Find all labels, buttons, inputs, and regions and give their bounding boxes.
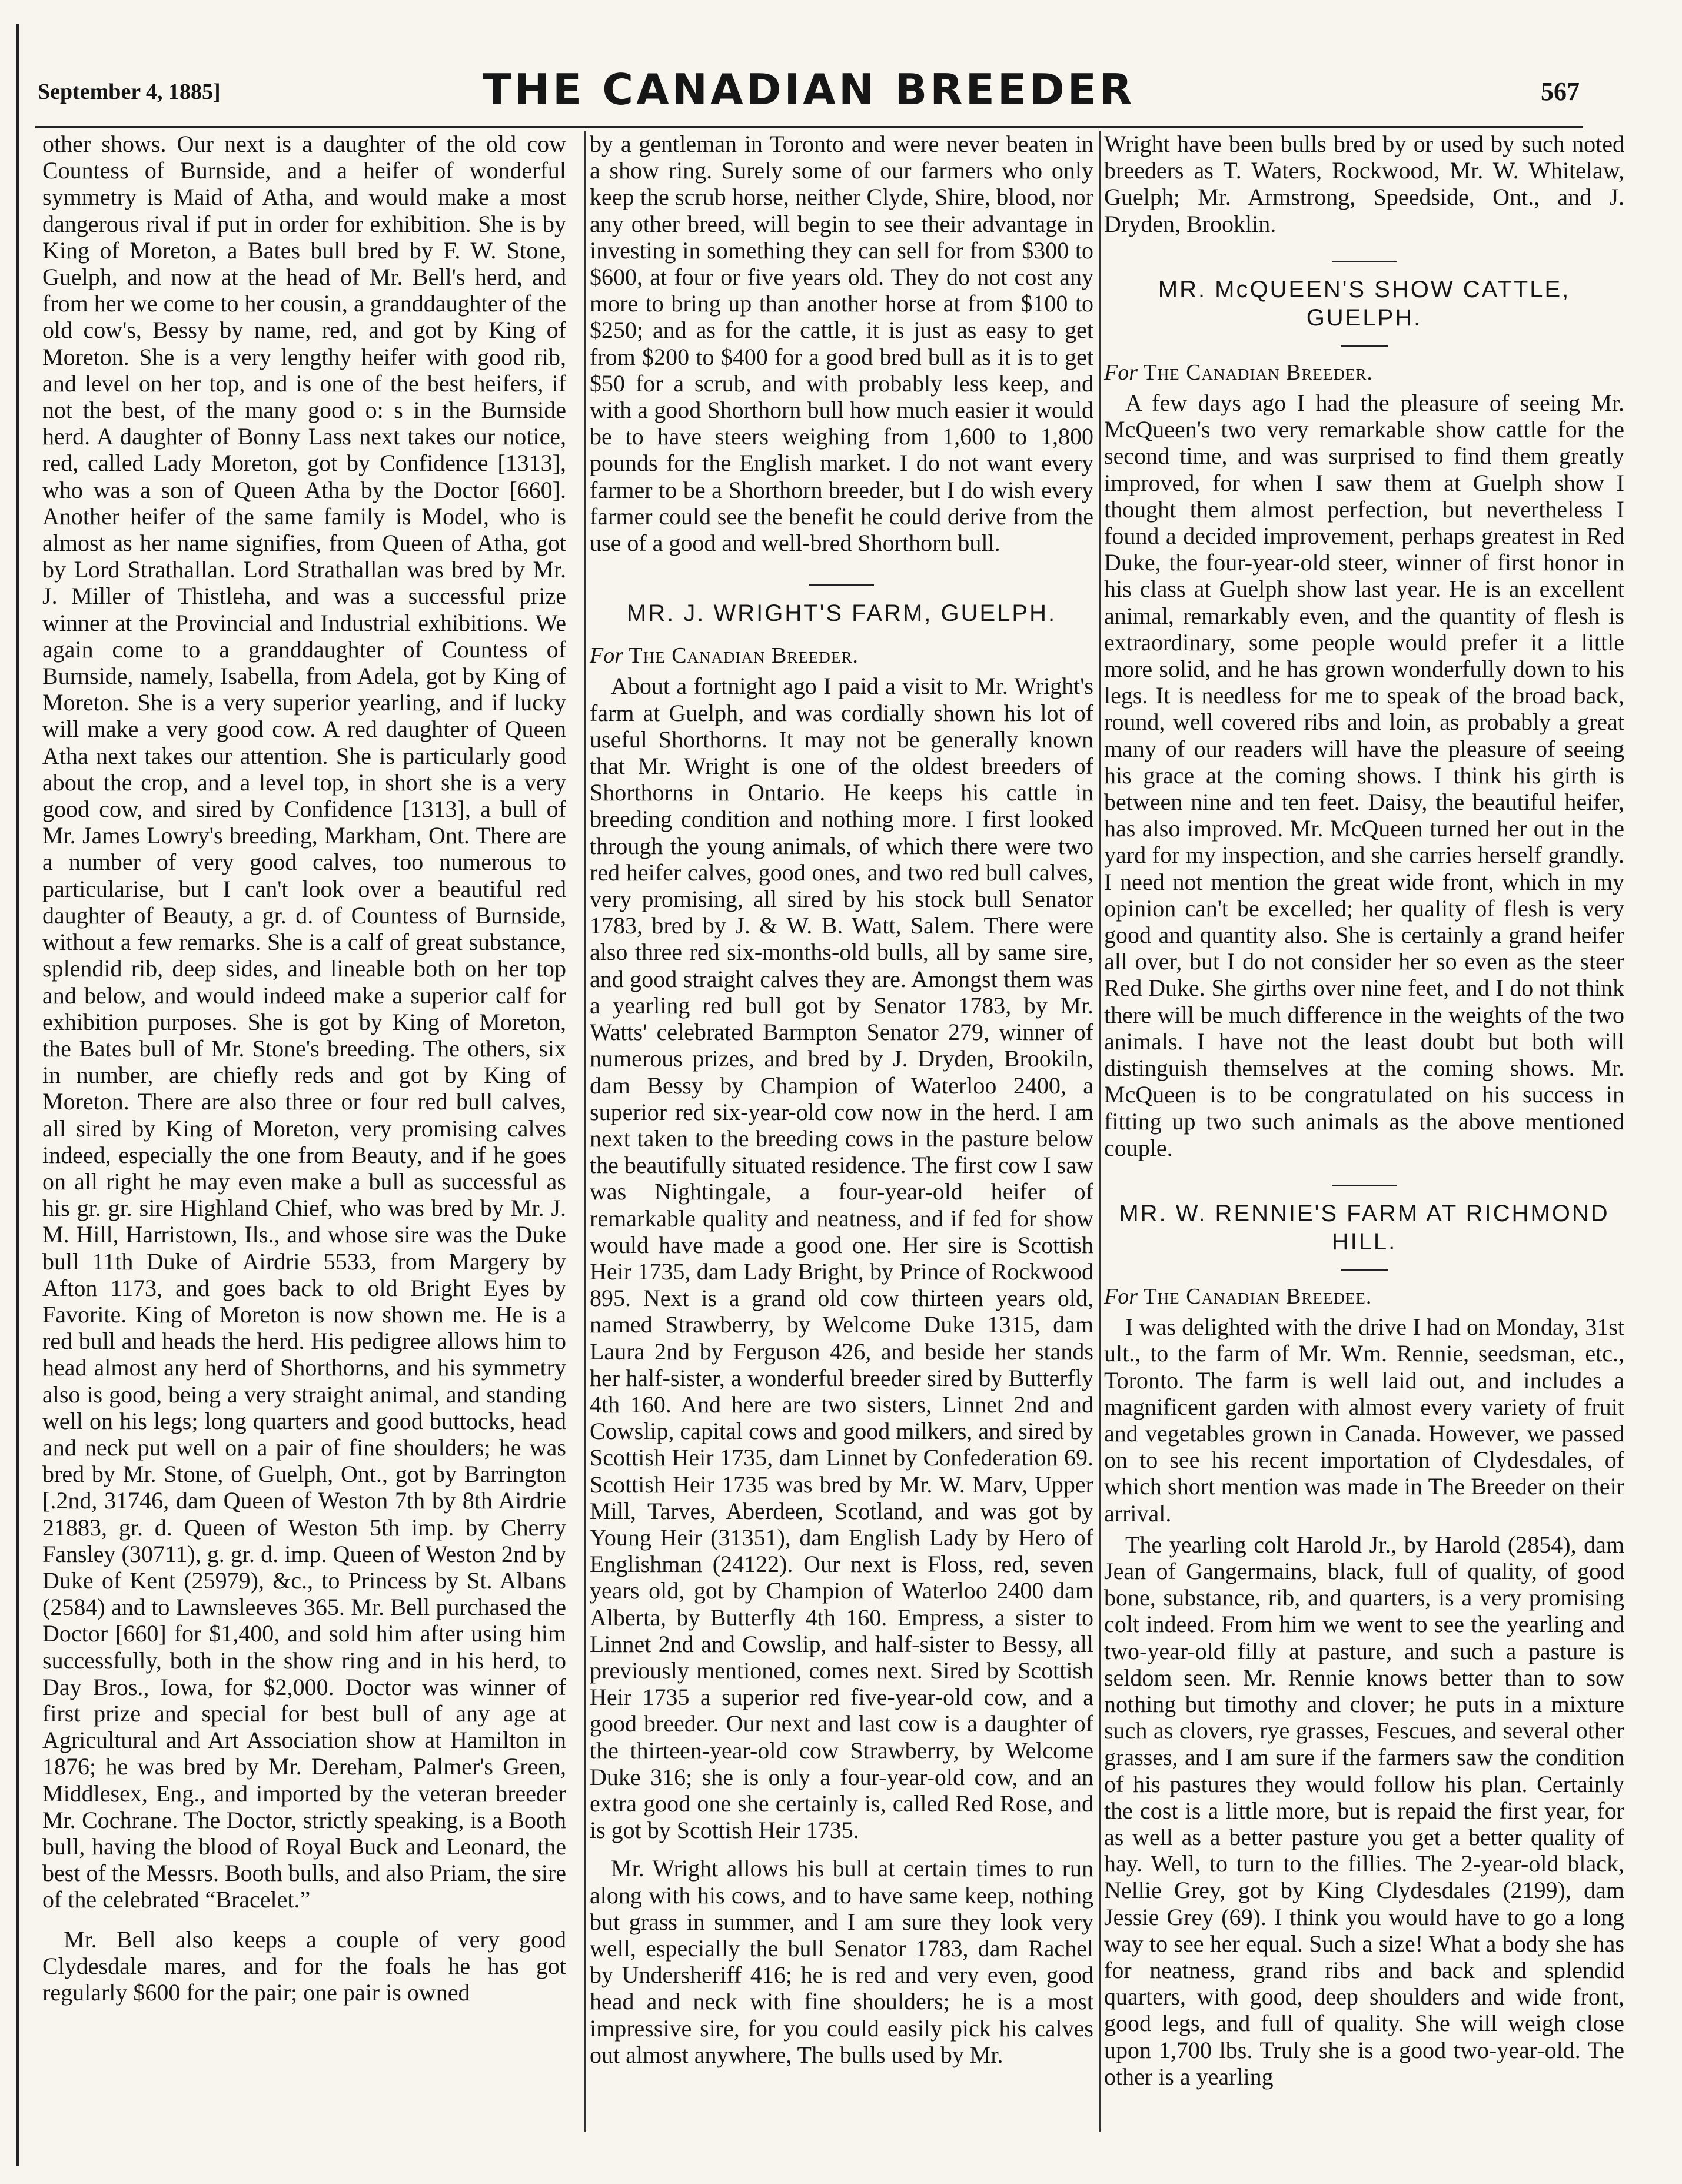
page-number: 567 <box>1541 77 1580 106</box>
paragraph: The yearling colt Harold Jr., by Harold (2854), dam Jean of Gangermains, black, full of quality, of good bone, substance, rib, and quarters, is a very promising colt indeed. From him we went to see the yearling and two-year-old filly at pasture, and such a pasture is seldom seen. Mr. Rennie knows better than to sow nothing but timothy and clover; he puts in a mixture such as clovers, rye grasses, Fescues, and several other grasses, and I am sure if the farmers saw the condition of his pastures they would follow his plan. Certainly the cost is a little more, but is repaid the first year, for as well as a better pasture you get a better quality of hay. Well, to turn to the fillies. The 2-year-old black, Nellie Grey, got by King Clydesdales (2199), dam Jessie Grey (69). I think you would have to go a long way to see her equal. Such a size! What a body she has for neatness, grand ribs and back and splendid quarters, with good, deep shoulders and wide front, good legs, and full of quality. She will weigh close upon 1,700 lbs. Truly she is a good two-year-old. The other is a yearling <box>1104 1531 1624 2090</box>
paragraph: About a fortnight ago I paid a visit to Mr. Wright's farm at Guelph, and was cordially shown his lot of useful Shorthorns. It may not be generally known that Mr. Wright is one of the oldest breeders of Shorthorns in Ontario. He keeps his cattle in breeding condition and nothing more. I first looked through the young animals, of which there were two red heifer calves, good ones, and two red bull calves, very promising, all sired by his stock bull Senator 1783, bred by J. & W. B. Watt, Salem. There were also three red six-months-old bulls, all by same sire, and good straight calves they are. Amongst them was a yearling red bull got by Senator 1783, by Mr. Watts' celebrated Barmpton Senator 279, winner of numerous prizes, and bred by J. Dryden, Brookiln, dam Bessy by Champion of Waterloo 2400, a superior red six-year-old cow now in the herd. I am next taken to the breeding cows in the pasture below the beautifully situated residence. The first cow I saw was Nightingale, a four-year-old heifer of remarkable quality and neatness, and if fed for show would have made a good one. Her sire is Scottish Heir 1735, dam Lady Bright, by Prince of Rockwood 895. Next is a grand old cow thirteen years old, named Strawberry, by Welcome Duke 1315, dam Laura 2nd by Ferguson 426, and beside her stands her half-sister, a wonderful breeder sired by Butterfly 4th 160. And here are two sisters, Linnet 2nd and Cowslip, capital cows and good milkers, and sired by Scottish Heir 1735, dam Linnet by Confederation 69. Scottish Heir 1735 was bred by Mr. W. Marv, Upper Mill, Tarves, Aberdeen, Scotland, and was got by Young Heir (31351), dam English Lady by Hero of Englishman (24122). Our next is Floss, red, seven years old, got by Champion of Waterloo 2400 dam Alberta, by Butterfly 4th 160. Empress, a sister to Linnet 2nd and Cowslip, and half-sister to Bessy, all previously mentioned, comes next. Sired by Scottish Heir 1735 a superior red five-year-old cow, and a good breeder. Our next and last cow is a daughter of the thirteen-year-old cow Strawberry, by Welcome Duke 316; she is only a four-year-old cow, and an extra good one she certainly is, called Red Rose, and is got by Scottish Heir 1735. <box>590 673 1093 1844</box>
column-divider <box>584 131 586 2132</box>
article-heading-wright: MR. J. WRIGHT'S FARM, GUELPH. <box>626 600 1057 627</box>
byline <box>590 643 1093 669</box>
page-edge-line <box>16 24 19 2166</box>
byline-prefix: For <box>590 643 623 669</box>
byline-prefix: For <box>1104 360 1138 385</box>
paragraph: A few days ago I had the pleasure of seeing Mr. McQueen's two very remarkable show cattle for the second time, and was surprised to find them greatly improved, for when I saw them at Guelph show I thought them almost perfection, but nevertheless I found a decided improvement, perhaps greatest in Red Duke, the four-year-old steer, winner of first honor in his class at Guelph show last year. He is an excellent animal, remarkably even, and the quantity of flesh is extraordinary, some people would prefer it a little more solid, and he has grown wonderfully down to his legs. It is needless for me to speak of the broad back, round, well covered ribs and loin, as probably a great many of our readers will have the pleasure of seeing his grace at the coming shows. I think his girth is between nine and ten feet. Daisy, the beautiful heifer, has also improved. Mr. McQueen turned her out in the yard for my inspection, and she carries herself grandly. I need not mention the great wide front, which in my opinion can't be excelled; her quality of flesh is very good and quantity also. She is certainly a grand heifer all over, but I do not consider her so even as the steer Red Duke. She girths over nine feet, and I do not think there will be much difference in the weights of the two animals. I have not the least doubt but both will distinguish themselves at the coming shows. Mr. McQueen is to be congratulated on his success in fitting up two such animals as the above mentioned couple. <box>1104 390 1624 1161</box>
column-middle <box>590 131 1093 2068</box>
byline-source: The Canadian Breedee. <box>1143 1284 1372 1309</box>
section-rule <box>1341 1269 1388 1271</box>
paragraph: Wright have been bulls bred by or used by such noted breeders as T. Waters, Rockwood, Mr. W. Whitelaw, Guelph; Mr. Armstrong, Speedside, Ont., and J. Dryden, Brooklin. <box>1104 131 1624 237</box>
article-heading-rennie: MR. W. RENNIE'S FARM AT RICHMOND HILL. <box>1119 1200 1610 1255</box>
publication-title: THE CANADIAN BREEDER <box>482 65 1135 114</box>
paragraph: other shows. Our next is a daughter of the old cow Countess of Burnside, and a heifer of wonderful symmetry is Maid of Atha, and would make a most dangerous rival if put in order for exhibition. She is by King of Moreton, a Bates bull bred by F. W. Stone, Guelph, and now at the head of Mr. Bell's herd, and from her we come to her cousin, a granddaughter of the old cow's, Bessy by name, red, and got by King of Moreton. She is a very lengthy heifer with good rib, and level on her top, and is one of the best heifers, if not the best, of the many good o: s in the Burnside herd. A daughter of Bonny Lass next takes our notice, red, called Lady Moreton, got by Confidence [1313], who was a son of Queen Atha by the Doctor [660]. Another heifer of the same family is Model, who is almost as her name signifies, from Queen of Atha, got by Lord Strathallan. Lord Strathallan was bred by Mr. J. Miller of Thistleha, and was a successful prize winner at the Provincial and Industrial exhibitions. We again come to a granddaughter of Countess of Burnside, namely, Isabella, from Adela, got by King of Moreton. She is a very superior yearling, and if lucky will make a very good cow. A red daughter of Queen Atha next takes our attention. She is particularly good about the crop, and a level top, in short she is a very good cow, and sired by Confidence [1313], a bull of Mr. James Lowry's breeding, Markham, Ont. There are a number of very good calves, too numerous to particularise, but I can't look over a beautiful red daughter of Beauty, a gr. d. of Countess of Burnside, without a few remarks. She is a calf of great substance, splendid rib, deep sides, and lineable both on her top and below, and would indeed make a superior calf for exhibition purposes. She is got by King of Moreton, the Bates bull of Mr. Stone's breeding. The others, six in number, are chiefly reds and got by King of Moreton. There are also three or four red bull calves, all sired by King of Moreton, very promising calves indeed, especially the one from Beauty, and if he goes on all right he may even make a bull as successful as his gr. gr. sire Highland Chief, who was bred by Mr. J. M. Hill, Harristown, Ils., and whose sire was the Duke bull 11th Duke of Airdrie 5533, from Margery by Afton 1173, and goes back to old Bright Eyes by Favorite. King of Moreton is now shown me. He is a red bull and heads the herd. His pedigree allows him to head almost any herd of Shorthorns, and his symmetry also is good, being a very straight animal, and standing well on his legs; long quarters and good buttocks, head and neck put well on a pair of fine shoulders; he was bred by Mr. Stone, of Guelph, Ont., got by Barrington [.2nd, 31746, dam Queen of Weston 7th by 8th Airdrie 21883, gr. d. Queen of Weston 5th imp. by Cherry Fansley (30711), g. gr. d. imp. Queen of Weston 2nd by Duke of Kent (25979), &c., to Princess by St. Albans (2584) and to Lawnsleeves 365. Mr. Bell purchased the Doctor [660] for $1,400, and sold him after using him successfully, both in the show ring and in his herd, to Day Bros., Iowa, for $2,000. Doctor was winner of first prize and special for best bull of any age at Agricultural and Art Association show at Hamilton in 1876; he was bred by Mr. Dereham, Palmer's Green, Middlesex, Eng., and imported by the veteran breeder Mr. Cochrane. The Doctor, strictly speaking, is a Booth bull, having the blood of Royal Buck and Leonard, the best of the Messrs. Booth bulls, and also Priam, the sire of the celebrated “Bracelet.” <box>42 131 566 1913</box>
paragraph: by a gentleman in Toronto and were never beaten in a show ring. Surely some of our farmers who only keep the scrub horse, neither Clyde, Shire, blood, nor any other breed, will begin to see their advantage in investing in something they can sell for from $300 to $600, at four or five years old. They do not cost any more to bring up than another horse at from $100 to $250; and as for the cattle, it is just as easy to get from $200 to $400 for a good bred bull as it is to get $50 for a scrub, and with probably less keep, and with a good Shorthorn bull how much easier it would be to have steers weighing from 1,600 to 1,800 pounds for the English market. I do not want every farmer to be a Shorthorn breeder, but I do wish every farmer could see the benefit he could derive from the use of a good and well-bred Shorthorn bull. <box>590 131 1093 557</box>
byline-source: The Canadian Breeder. <box>1143 360 1373 385</box>
column-divider <box>1099 131 1101 2132</box>
section-rule <box>1332 1185 1397 1186</box>
paragraph: I was delighted with the drive I had on Monday, 31st ult., to the farm of Mr. Wm. Rennie, seedsman, etc., Toronto. The farm is well laid out, and includes a magnificent garden with almost every variety of fruit and vegetables grown in Canada. However, we passed on to see his recent importation of Clydesdales, of which short mention was made in The Breeder on their arrival. <box>1104 1314 1624 1527</box>
masthead-rule <box>35 126 1583 128</box>
article-heading-mcqueen: MR. McQUEEN'S SHOW CATTLE, GUELPH. <box>1158 276 1571 331</box>
byline-source: The Canadian Breeder. <box>629 643 859 669</box>
masthead <box>38 61 1580 126</box>
byline <box>1104 360 1624 386</box>
section-rule <box>809 584 874 586</box>
column-right <box>1104 131 1624 2090</box>
issue-date: September 4, 1885] <box>38 79 221 104</box>
section-rule <box>1332 261 1397 262</box>
section-rule <box>1341 345 1388 347</box>
byline-prefix: For <box>1104 1284 1138 1309</box>
paragraph: Mr. Wright allows his bull at certain times to run along with his cows, and to have same keep, nothing but grass in summer, and I am sure they look very well, especially the bull Senator 1783, dam Rachel by Undersheriff 416; he is red and very even, good head and neck with fine shoulders; he is a most impressive sire, for you could easily pick his calves out almost anywhere, The bulls used by Mr. <box>590 1855 1093 2068</box>
column-left <box>42 131 566 2006</box>
paragraph: Mr. Bell also keeps a couple of very good Clydesdale mares, and for the foals he has got regularly $600 for the pair; one pair is owned <box>42 1926 566 2006</box>
byline <box>1104 1284 1624 1310</box>
